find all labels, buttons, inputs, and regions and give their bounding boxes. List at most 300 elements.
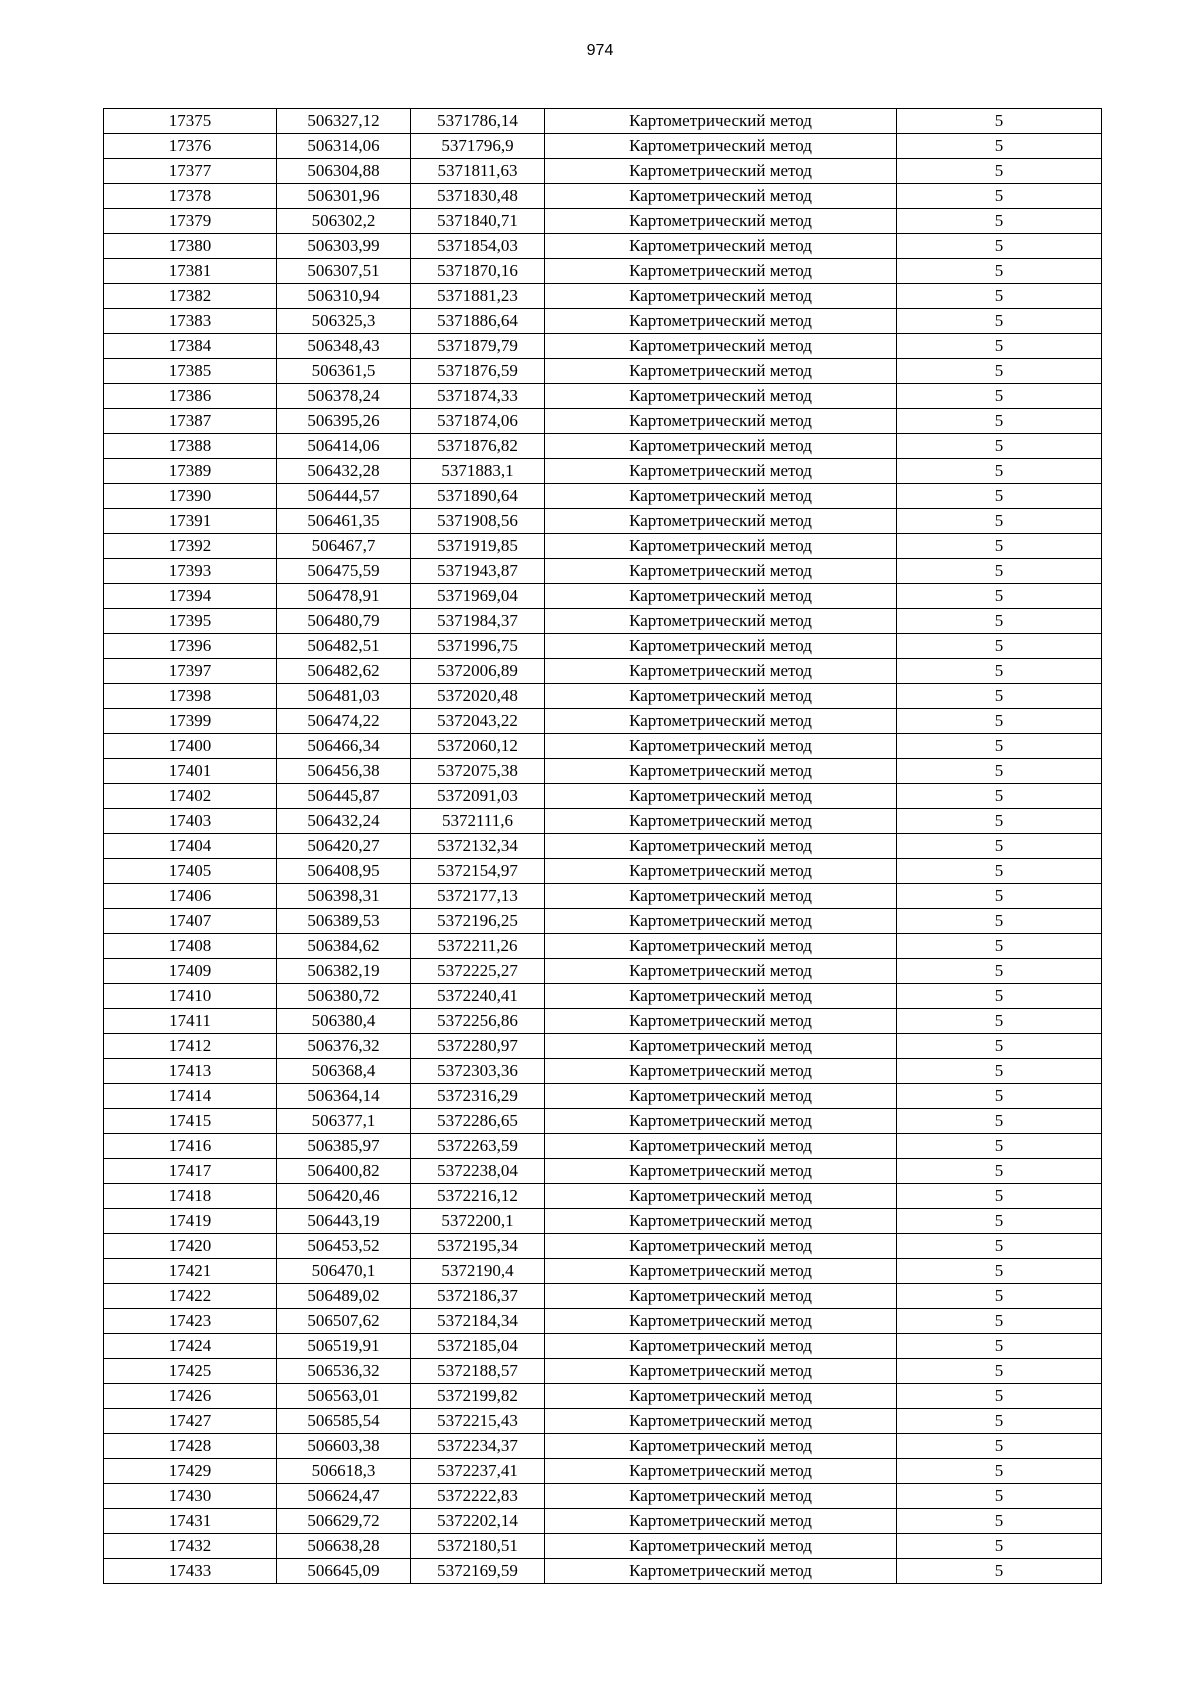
x-coordinate-cell: 506301,96 — [277, 184, 411, 209]
y-coordinate-cell: 5372060,12 — [411, 734, 545, 759]
method-cell: Картометрический метод — [545, 1434, 897, 1459]
table-row — [104, 259, 1102, 284]
y-coordinate-cell: 5372263,59 — [411, 1134, 545, 1159]
coordinates-table-body — [104, 109, 1102, 1584]
y-coordinate-cell: 5372185,04 — [411, 1334, 545, 1359]
table-row — [104, 834, 1102, 859]
method-cell: Картометрический метод — [545, 809, 897, 834]
y-coordinate-cell: 5371870,16 — [411, 259, 545, 284]
x-coordinate-cell: 506325,3 — [277, 309, 411, 334]
y-coordinate-cell: 5371879,79 — [411, 334, 545, 359]
accuracy-cell: 5 — [897, 1509, 1102, 1534]
method-cell: Картометрический метод — [545, 709, 897, 734]
x-coordinate-cell: 506445,87 — [277, 784, 411, 809]
method-cell: Картометрический метод — [545, 684, 897, 709]
table-row — [104, 434, 1102, 459]
point-number-cell: 17397 — [104, 659, 277, 684]
method-cell: Картометрический метод — [545, 1084, 897, 1109]
method-cell: Картометрический метод — [545, 884, 897, 909]
method-cell: Картометрический метод — [545, 1009, 897, 1034]
table-row — [104, 1184, 1102, 1209]
y-coordinate-cell: 5372303,36 — [411, 1059, 545, 1084]
method-cell: Картометрический метод — [545, 409, 897, 434]
table-row — [104, 1259, 1102, 1284]
accuracy-cell: 5 — [897, 1209, 1102, 1234]
accuracy-cell: 5 — [897, 959, 1102, 984]
accuracy-cell: 5 — [897, 459, 1102, 484]
x-coordinate-cell: 506314,06 — [277, 134, 411, 159]
x-coordinate-cell: 506585,54 — [277, 1409, 411, 1434]
y-coordinate-cell: 5371881,23 — [411, 284, 545, 309]
table-row — [104, 484, 1102, 509]
y-coordinate-cell: 5371876,59 — [411, 359, 545, 384]
y-coordinate-cell: 5371996,75 — [411, 634, 545, 659]
point-number-cell: 17394 — [104, 584, 277, 609]
method-cell: Картометрический метод — [545, 209, 897, 234]
table-row — [104, 509, 1102, 534]
point-number-cell: 17378 — [104, 184, 277, 209]
x-coordinate-cell: 506378,24 — [277, 384, 411, 409]
point-number-cell: 17421 — [104, 1259, 277, 1284]
method-cell: Картометрический метод — [545, 434, 897, 459]
x-coordinate-cell: 506478,91 — [277, 584, 411, 609]
y-coordinate-cell: 5372184,34 — [411, 1309, 545, 1334]
x-coordinate-cell: 506414,06 — [277, 434, 411, 459]
point-number-cell: 17396 — [104, 634, 277, 659]
point-number-cell: 17413 — [104, 1059, 277, 1084]
x-coordinate-cell: 506489,02 — [277, 1284, 411, 1309]
accuracy-cell: 5 — [897, 134, 1102, 159]
accuracy-cell: 5 — [897, 184, 1102, 209]
x-coordinate-cell: 506310,94 — [277, 284, 411, 309]
table-row — [104, 1009, 1102, 1034]
accuracy-cell: 5 — [897, 484, 1102, 509]
point-number-cell: 17405 — [104, 859, 277, 884]
x-coordinate-cell: 506507,62 — [277, 1309, 411, 1334]
table-row — [104, 1059, 1102, 1084]
method-cell: Картометрический метод — [545, 834, 897, 859]
table-row — [104, 159, 1102, 184]
x-coordinate-cell: 506461,35 — [277, 509, 411, 534]
point-number-cell: 17429 — [104, 1459, 277, 1484]
method-cell: Картометрический метод — [545, 759, 897, 784]
y-coordinate-cell: 5372256,86 — [411, 1009, 545, 1034]
table-row — [104, 1384, 1102, 1409]
accuracy-cell: 5 — [897, 909, 1102, 934]
table-row — [104, 284, 1102, 309]
point-number-cell: 17418 — [104, 1184, 277, 1209]
point-number-cell: 17432 — [104, 1534, 277, 1559]
table-row — [104, 534, 1102, 559]
point-number-cell: 17407 — [104, 909, 277, 934]
y-coordinate-cell: 5371883,1 — [411, 459, 545, 484]
accuracy-cell: 5 — [897, 609, 1102, 634]
point-number-cell: 17376 — [104, 134, 277, 159]
point-number-cell: 17398 — [104, 684, 277, 709]
table-row — [104, 359, 1102, 384]
accuracy-cell: 5 — [897, 884, 1102, 909]
accuracy-cell: 5 — [897, 934, 1102, 959]
accuracy-cell: 5 — [897, 1459, 1102, 1484]
method-cell: Картометрический метод — [545, 359, 897, 384]
y-coordinate-cell: 5372237,41 — [411, 1459, 545, 1484]
x-coordinate-cell: 506629,72 — [277, 1509, 411, 1534]
table-row — [104, 459, 1102, 484]
table-row — [104, 1234, 1102, 1259]
method-cell: Картометрический метод — [545, 1359, 897, 1384]
x-coordinate-cell: 506603,38 — [277, 1434, 411, 1459]
y-coordinate-cell: 5372216,12 — [411, 1184, 545, 1209]
method-cell: Картометрический метод — [545, 559, 897, 584]
x-coordinate-cell: 506398,31 — [277, 884, 411, 909]
method-cell: Картометрический метод — [545, 1034, 897, 1059]
accuracy-cell: 5 — [897, 384, 1102, 409]
x-coordinate-cell: 506420,46 — [277, 1184, 411, 1209]
accuracy-cell: 5 — [897, 259, 1102, 284]
x-coordinate-cell: 506467,7 — [277, 534, 411, 559]
y-coordinate-cell: 5371876,82 — [411, 434, 545, 459]
point-number-cell: 17401 — [104, 759, 277, 784]
method-cell: Картометрический метод — [545, 909, 897, 934]
table-row — [104, 734, 1102, 759]
point-number-cell: 17399 — [104, 709, 277, 734]
table-row — [104, 884, 1102, 909]
y-coordinate-cell: 5371874,33 — [411, 384, 545, 409]
method-cell: Картометрический метод — [545, 1484, 897, 1509]
accuracy-cell: 5 — [897, 109, 1102, 134]
method-cell: Картометрический метод — [545, 959, 897, 984]
accuracy-cell: 5 — [897, 1109, 1102, 1134]
y-coordinate-cell: 5372177,13 — [411, 884, 545, 909]
method-cell: Картометрический метод — [545, 1534, 897, 1559]
y-coordinate-cell: 5372190,4 — [411, 1259, 545, 1284]
point-number-cell: 17387 — [104, 409, 277, 434]
point-number-cell: 17430 — [104, 1484, 277, 1509]
method-cell: Картометрический метод — [545, 659, 897, 684]
method-cell: Картометрический метод — [545, 984, 897, 1009]
accuracy-cell: 5 — [897, 284, 1102, 309]
method-cell: Картометрический метод — [545, 284, 897, 309]
method-cell: Картометрический метод — [545, 459, 897, 484]
accuracy-cell: 5 — [897, 834, 1102, 859]
table-row — [104, 1084, 1102, 1109]
y-coordinate-cell: 5372169,59 — [411, 1559, 545, 1584]
table-row — [104, 709, 1102, 734]
accuracy-cell: 5 — [897, 1084, 1102, 1109]
x-coordinate-cell: 506624,47 — [277, 1484, 411, 1509]
method-cell: Картометрический метод — [545, 584, 897, 609]
point-number-cell: 17416 — [104, 1134, 277, 1159]
table-row — [104, 309, 1102, 334]
point-number-cell: 17391 — [104, 509, 277, 534]
method-cell: Картометрический метод — [545, 1134, 897, 1159]
table-row — [104, 1459, 1102, 1484]
y-coordinate-cell: 5371796,9 — [411, 134, 545, 159]
y-coordinate-cell: 5372188,57 — [411, 1359, 545, 1384]
x-coordinate-cell: 506420,27 — [277, 834, 411, 859]
y-coordinate-cell: 5372280,97 — [411, 1034, 545, 1059]
accuracy-cell: 5 — [897, 584, 1102, 609]
table-row — [104, 784, 1102, 809]
method-cell: Картометрический метод — [545, 1159, 897, 1184]
y-coordinate-cell: 5371874,06 — [411, 409, 545, 434]
x-coordinate-cell: 506456,38 — [277, 759, 411, 784]
y-coordinate-cell: 5371854,03 — [411, 234, 545, 259]
method-cell: Картометрический метод — [545, 484, 897, 509]
table-row — [104, 809, 1102, 834]
accuracy-cell: 5 — [897, 1184, 1102, 1209]
y-coordinate-cell: 5372200,1 — [411, 1209, 545, 1234]
table-row — [104, 559, 1102, 584]
point-number-cell: 17427 — [104, 1409, 277, 1434]
y-coordinate-cell: 5372215,43 — [411, 1409, 545, 1434]
point-number-cell: 17425 — [104, 1359, 277, 1384]
accuracy-cell: 5 — [897, 1234, 1102, 1259]
table-row — [104, 1334, 1102, 1359]
y-coordinate-cell: 5372225,27 — [411, 959, 545, 984]
method-cell: Картометрический метод — [545, 1184, 897, 1209]
method-cell: Картометрический метод — [545, 734, 897, 759]
point-number-cell: 17409 — [104, 959, 277, 984]
y-coordinate-cell: 5372195,34 — [411, 1234, 545, 1259]
y-coordinate-cell: 5372234,37 — [411, 1434, 545, 1459]
x-coordinate-cell: 506453,52 — [277, 1234, 411, 1259]
table-row — [104, 1209, 1102, 1234]
y-coordinate-cell: 5371840,71 — [411, 209, 545, 234]
table-row — [104, 1284, 1102, 1309]
x-coordinate-cell: 506536,32 — [277, 1359, 411, 1384]
table-row — [104, 209, 1102, 234]
method-cell: Картометрический метод — [545, 309, 897, 334]
y-coordinate-cell: 5372316,29 — [411, 1084, 545, 1109]
table-row — [104, 234, 1102, 259]
table-row — [104, 1509, 1102, 1534]
point-number-cell: 17414 — [104, 1084, 277, 1109]
point-number-cell: 17395 — [104, 609, 277, 634]
method-cell: Картометрический метод — [545, 634, 897, 659]
point-number-cell: 17379 — [104, 209, 277, 234]
table-row — [104, 1409, 1102, 1434]
point-number-cell: 17388 — [104, 434, 277, 459]
accuracy-cell: 5 — [897, 1359, 1102, 1384]
x-coordinate-cell: 506395,26 — [277, 409, 411, 434]
point-number-cell: 17381 — [104, 259, 277, 284]
method-cell: Картометрический метод — [545, 109, 897, 134]
x-coordinate-cell: 506384,62 — [277, 934, 411, 959]
point-number-cell: 17400 — [104, 734, 277, 759]
table-row — [104, 859, 1102, 884]
x-coordinate-cell: 506400,82 — [277, 1159, 411, 1184]
accuracy-cell: 5 — [897, 709, 1102, 734]
x-coordinate-cell: 506376,32 — [277, 1034, 411, 1059]
point-number-cell: 17406 — [104, 884, 277, 909]
x-coordinate-cell: 506645,09 — [277, 1559, 411, 1584]
point-number-cell: 17384 — [104, 334, 277, 359]
x-coordinate-cell: 506519,91 — [277, 1334, 411, 1359]
x-coordinate-cell: 506385,97 — [277, 1134, 411, 1159]
table-row — [104, 1134, 1102, 1159]
point-number-cell: 17433 — [104, 1559, 277, 1584]
point-number-cell: 17382 — [104, 284, 277, 309]
accuracy-cell: 5 — [897, 984, 1102, 1009]
x-coordinate-cell: 506380,72 — [277, 984, 411, 1009]
accuracy-cell: 5 — [897, 1334, 1102, 1359]
x-coordinate-cell: 506444,57 — [277, 484, 411, 509]
method-cell: Картометрический метод — [545, 859, 897, 884]
method-cell: Картометрический метод — [545, 1309, 897, 1334]
accuracy-cell: 5 — [897, 859, 1102, 884]
x-coordinate-cell: 506638,28 — [277, 1534, 411, 1559]
y-coordinate-cell: 5371786,14 — [411, 109, 545, 134]
point-number-cell: 17431 — [104, 1509, 277, 1534]
y-coordinate-cell: 5372238,04 — [411, 1159, 545, 1184]
accuracy-cell: 5 — [897, 309, 1102, 334]
x-coordinate-cell: 506466,34 — [277, 734, 411, 759]
x-coordinate-cell: 506304,88 — [277, 159, 411, 184]
accuracy-cell: 5 — [897, 784, 1102, 809]
table-row — [104, 634, 1102, 659]
method-cell: Картометрический метод — [545, 134, 897, 159]
method-cell: Картометрический метод — [545, 1109, 897, 1134]
y-coordinate-cell: 5372286,65 — [411, 1109, 545, 1134]
point-number-cell: 17408 — [104, 934, 277, 959]
y-coordinate-cell: 5372006,89 — [411, 659, 545, 684]
accuracy-cell: 5 — [897, 209, 1102, 234]
point-number-cell: 17428 — [104, 1434, 277, 1459]
method-cell: Картометрический метод — [545, 1234, 897, 1259]
accuracy-cell: 5 — [897, 159, 1102, 184]
method-cell: Картометрический метод — [545, 1509, 897, 1534]
x-coordinate-cell: 506361,5 — [277, 359, 411, 384]
y-coordinate-cell: 5372075,38 — [411, 759, 545, 784]
y-coordinate-cell: 5371919,85 — [411, 534, 545, 559]
accuracy-cell: 5 — [897, 1159, 1102, 1184]
y-coordinate-cell: 5372240,41 — [411, 984, 545, 1009]
table-row — [104, 759, 1102, 784]
accuracy-cell: 5 — [897, 634, 1102, 659]
y-coordinate-cell: 5372043,22 — [411, 709, 545, 734]
accuracy-cell: 5 — [897, 809, 1102, 834]
x-coordinate-cell: 506307,51 — [277, 259, 411, 284]
accuracy-cell: 5 — [897, 1484, 1102, 1509]
table-row — [104, 1434, 1102, 1459]
x-coordinate-cell: 506368,4 — [277, 1059, 411, 1084]
table-row — [104, 334, 1102, 359]
x-coordinate-cell: 506327,12 — [277, 109, 411, 134]
table-row — [104, 1359, 1102, 1384]
accuracy-cell: 5 — [897, 334, 1102, 359]
table-row — [104, 184, 1102, 209]
x-coordinate-cell: 506302,2 — [277, 209, 411, 234]
method-cell: Картометрический метод — [545, 384, 897, 409]
accuracy-cell: 5 — [897, 1134, 1102, 1159]
y-coordinate-cell: 5371969,04 — [411, 584, 545, 609]
x-coordinate-cell: 506482,62 — [277, 659, 411, 684]
accuracy-cell: 5 — [897, 359, 1102, 384]
point-number-cell: 17419 — [104, 1209, 277, 1234]
point-number-cell: 17390 — [104, 484, 277, 509]
accuracy-cell: 5 — [897, 1434, 1102, 1459]
y-coordinate-cell: 5372186,37 — [411, 1284, 545, 1309]
accuracy-cell: 5 — [897, 684, 1102, 709]
point-number-cell: 17424 — [104, 1334, 277, 1359]
accuracy-cell: 5 — [897, 1009, 1102, 1034]
accuracy-cell: 5 — [897, 434, 1102, 459]
point-number-cell: 17402 — [104, 784, 277, 809]
method-cell: Картометрический метод — [545, 934, 897, 959]
y-coordinate-cell: 5372111,6 — [411, 809, 545, 834]
coordinates-table — [103, 108, 1102, 1584]
table-row — [104, 684, 1102, 709]
x-coordinate-cell: 506380,4 — [277, 1009, 411, 1034]
table-row — [104, 934, 1102, 959]
y-coordinate-cell: 5371890,64 — [411, 484, 545, 509]
method-cell: Картометрический метод — [545, 1384, 897, 1409]
x-coordinate-cell: 506470,1 — [277, 1259, 411, 1284]
point-number-cell: 17423 — [104, 1309, 277, 1334]
x-coordinate-cell: 506348,43 — [277, 334, 411, 359]
accuracy-cell: 5 — [897, 559, 1102, 584]
point-number-cell: 17375 — [104, 109, 277, 134]
y-coordinate-cell: 5371886,64 — [411, 309, 545, 334]
accuracy-cell: 5 — [897, 1534, 1102, 1559]
accuracy-cell: 5 — [897, 409, 1102, 434]
point-number-cell: 17415 — [104, 1109, 277, 1134]
y-coordinate-cell: 5371984,37 — [411, 609, 545, 634]
table-row — [104, 384, 1102, 409]
method-cell: Картометрический метод — [545, 1259, 897, 1284]
x-coordinate-cell: 506482,51 — [277, 634, 411, 659]
method-cell: Картометрический метод — [545, 784, 897, 809]
method-cell: Картометрический метод — [545, 259, 897, 284]
y-coordinate-cell: 5372132,34 — [411, 834, 545, 859]
accuracy-cell: 5 — [897, 1284, 1102, 1309]
point-number-cell: 17404 — [104, 834, 277, 859]
accuracy-cell: 5 — [897, 1309, 1102, 1334]
point-number-cell: 17422 — [104, 1284, 277, 1309]
accuracy-cell: 5 — [897, 234, 1102, 259]
y-coordinate-cell: 5372154,97 — [411, 859, 545, 884]
x-coordinate-cell: 506382,19 — [277, 959, 411, 984]
x-coordinate-cell: 506432,24 — [277, 809, 411, 834]
method-cell: Картометрический метод — [545, 184, 897, 209]
point-number-cell: 17393 — [104, 559, 277, 584]
table-row — [104, 109, 1102, 134]
point-number-cell: 17389 — [104, 459, 277, 484]
table-row — [104, 584, 1102, 609]
table-row — [104, 959, 1102, 984]
accuracy-cell: 5 — [897, 1409, 1102, 1434]
x-coordinate-cell: 506475,59 — [277, 559, 411, 584]
accuracy-cell: 5 — [897, 534, 1102, 559]
table-row — [104, 409, 1102, 434]
accuracy-cell: 5 — [897, 759, 1102, 784]
method-cell: Картометрический метод — [545, 234, 897, 259]
point-number-cell: 17411 — [104, 1009, 277, 1034]
point-number-cell: 17380 — [104, 234, 277, 259]
point-number-cell: 17412 — [104, 1034, 277, 1059]
accuracy-cell: 5 — [897, 1034, 1102, 1059]
table-row — [104, 984, 1102, 1009]
method-cell: Картометрический метод — [545, 1284, 897, 1309]
x-coordinate-cell: 506389,53 — [277, 909, 411, 934]
point-number-cell: 17410 — [104, 984, 277, 1009]
y-coordinate-cell: 5372091,03 — [411, 784, 545, 809]
accuracy-cell: 5 — [897, 1059, 1102, 1084]
y-coordinate-cell: 5372222,83 — [411, 1484, 545, 1509]
x-coordinate-cell: 506408,95 — [277, 859, 411, 884]
table-row — [104, 659, 1102, 684]
